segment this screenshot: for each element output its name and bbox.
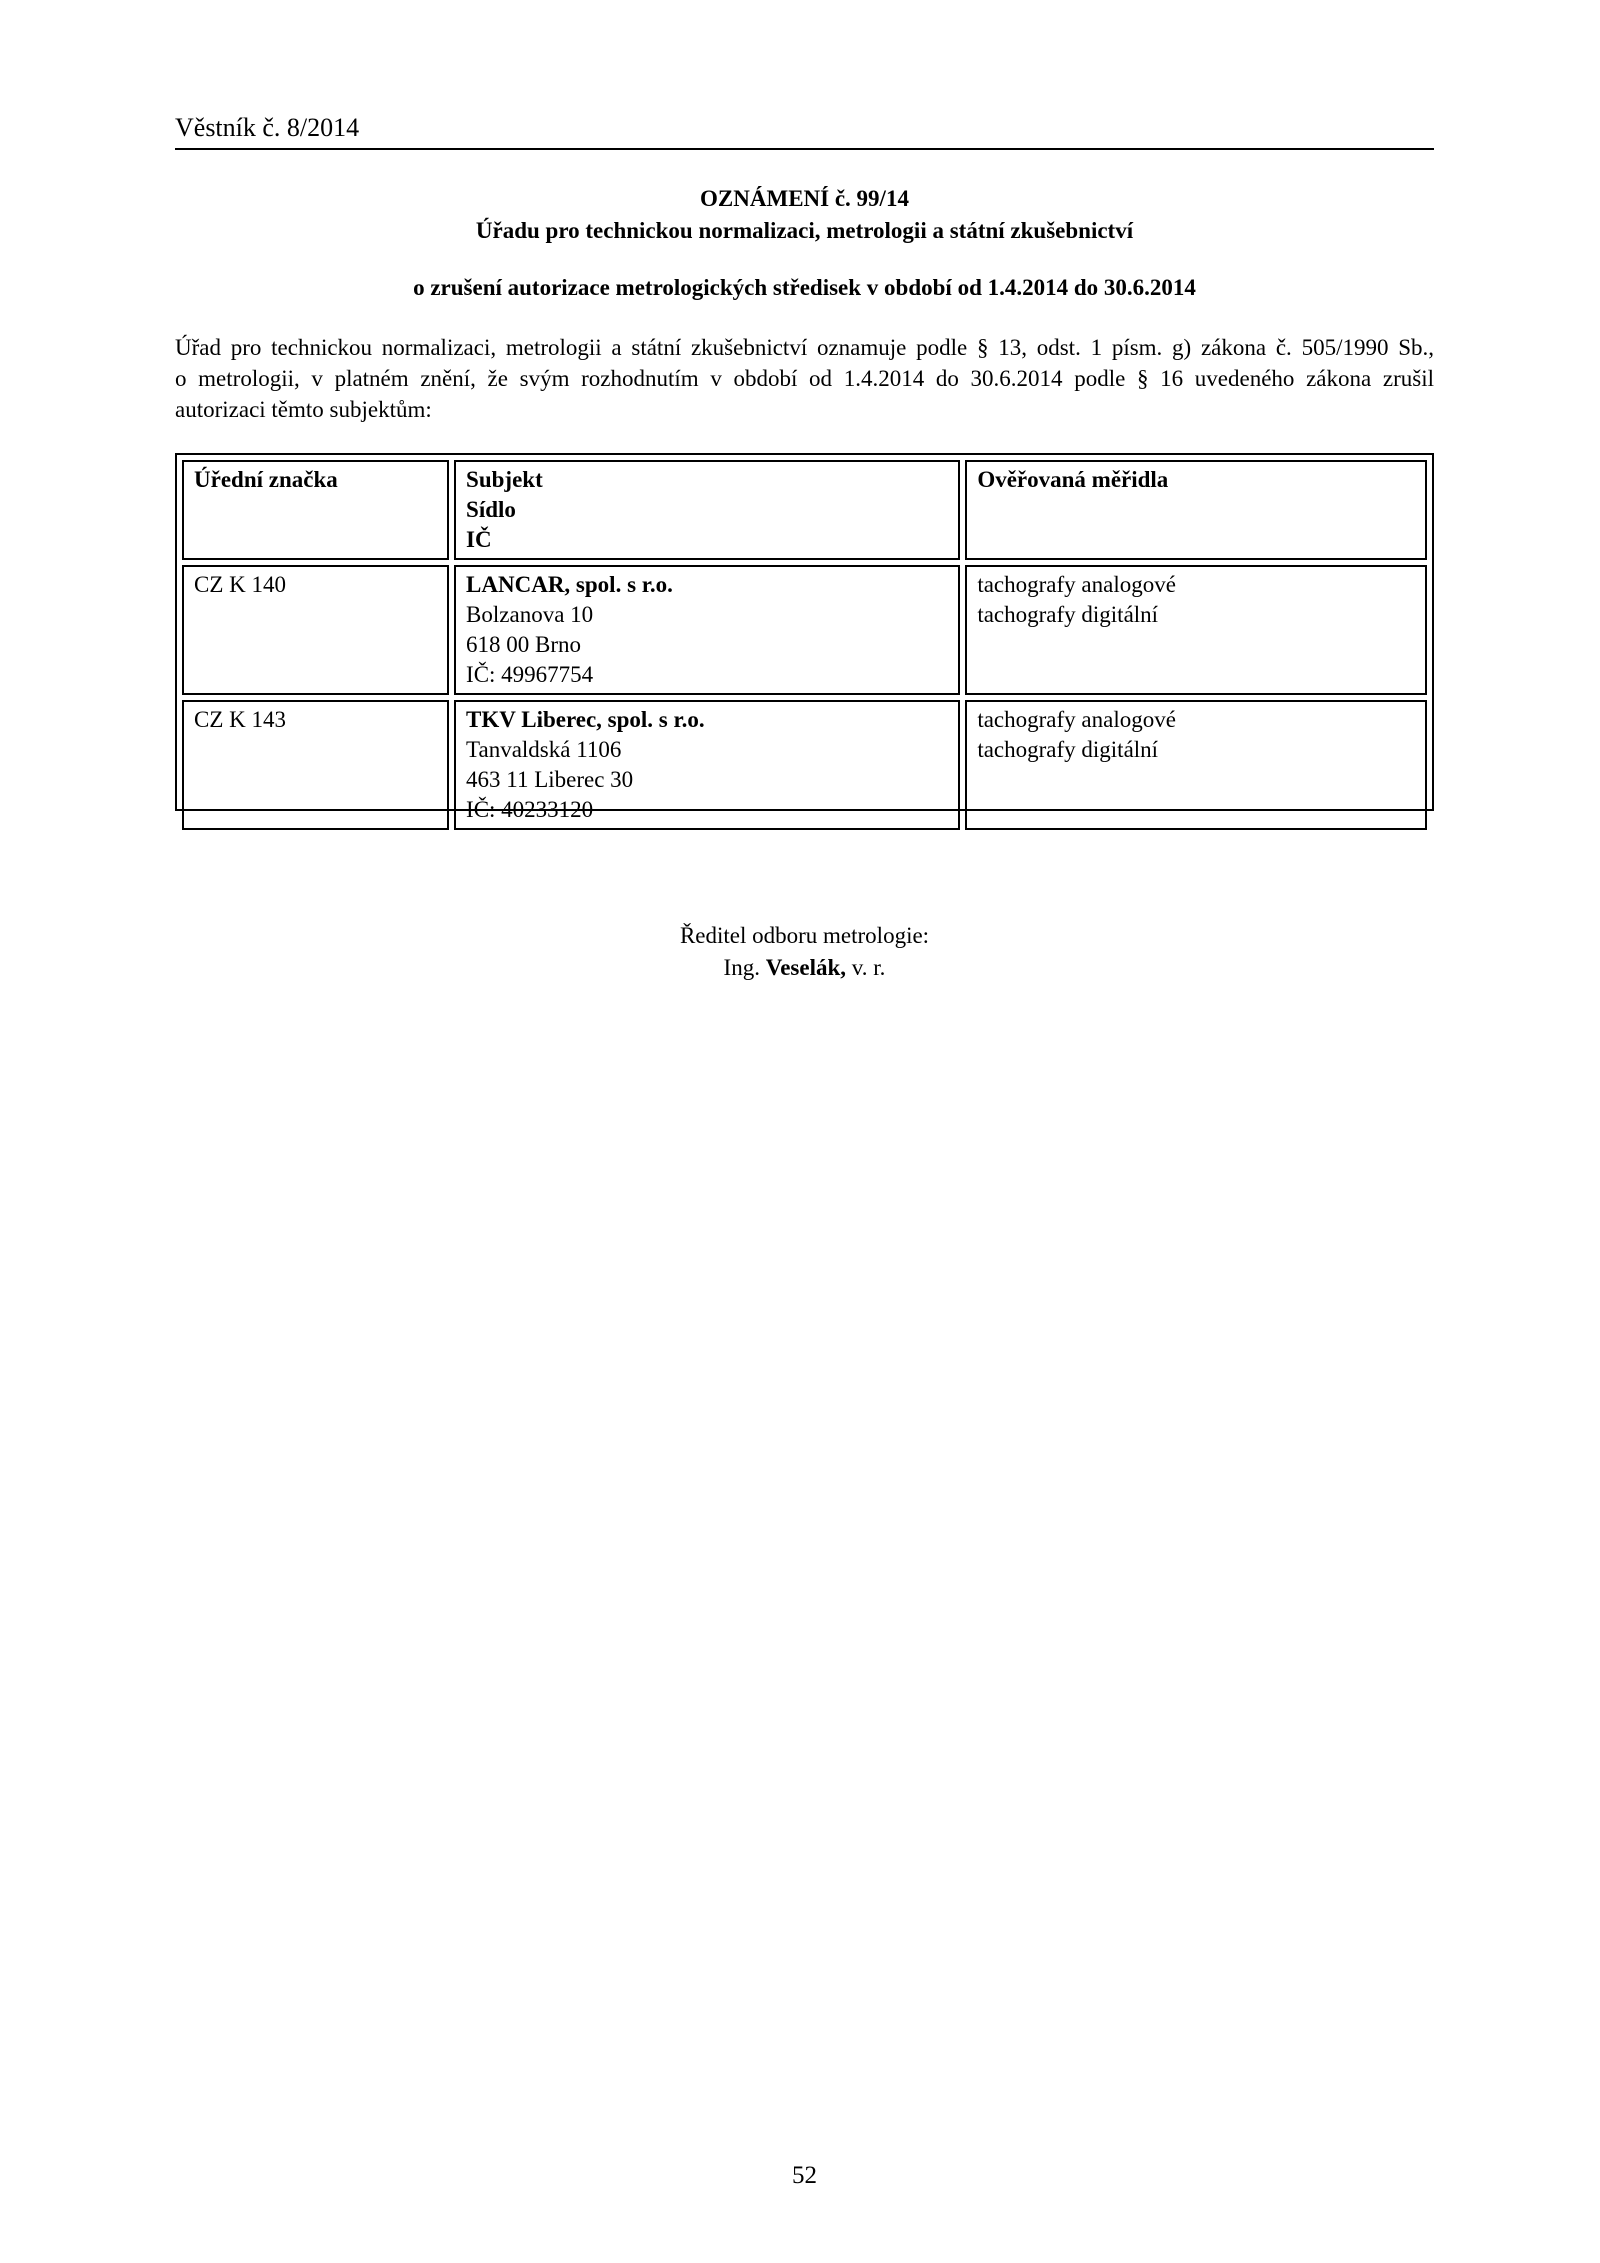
notice-title: OZNÁMENÍ č. 99/14 <box>700 186 909 211</box>
page-number: 52 <box>792 2162 817 2189</box>
company-city: 463 11 Liberec 30 <box>466 767 634 792</box>
cell-subject <box>454 700 960 830</box>
notice-subject: o zrušení autorizace metrologických středisek v období od 1.4.2014 do 30.6.2014 <box>413 275 1196 300</box>
authorization-table <box>175 453 1434 822</box>
intro-line: Úřad pro technickou normalizaci, metrologii a státní zkušebnictví oznamuje podle § 13, odst. 1 písm. g) zákona č. 505/1990 Sb., <box>175 335 1434 360</box>
company-name: TKV Liberec, spol. s r.o. <box>466 707 705 732</box>
header-subject-line: IČ <box>466 527 492 552</box>
company-street: Bolzanova 10 <box>466 602 594 627</box>
signature-prefix: Ing. <box>723 955 760 980</box>
intro-line: autorizaci těmto subjektům: <box>175 397 432 422</box>
company-ico: IČ: 49967754 <box>466 662 594 687</box>
header-subject-line: Sídlo <box>466 497 516 522</box>
signature-role: Ředitel odboru metrologie: <box>679 923 930 948</box>
cell-subject <box>454 565 960 695</box>
instrument-item: tachografy digitální <box>977 737 1159 762</box>
header-mark: Úřední značka <box>182 460 449 560</box>
header-subject-line: Subjekt <box>466 467 543 492</box>
header-subject <box>454 460 960 560</box>
company-street: Tanvaldská 1106 <box>466 737 622 762</box>
cell-mark: CZ K 140 <box>182 565 449 695</box>
table-header-row <box>182 460 1427 560</box>
company-ico: IČ: 40233120 <box>466 797 594 822</box>
journal-header: Věstník č. 8/2014 <box>175 112 1434 150</box>
notice-authority: Úřadu pro technickou normalizaci, metrologii a státní zkušebnictví <box>475 218 1134 243</box>
cell-mark: CZ K 143 <box>182 700 449 830</box>
company-name: LANCAR, spol. s r.o. <box>466 572 673 597</box>
table-row <box>182 700 1427 830</box>
table-row <box>182 565 1427 695</box>
signature-suffix: v. r. <box>851 955 886 980</box>
intro-paragraph <box>175 332 1434 425</box>
cell-instruments <box>965 565 1427 695</box>
header-instruments: Ověřovaná měřidla <box>965 460 1427 560</box>
instrument-item: tachografy digitální <box>977 602 1159 627</box>
instrument-item: tachografy analogové <box>977 707 1176 732</box>
signature-block <box>175 920 1434 984</box>
intro-line: o metrologii, v platném znění, že svým rozhodnutím v období od 1.4.2014 do 30.6.2014 podle § 16 uvedeného zákona zrušil <box>175 366 1434 391</box>
company-city: 618 00 Brno <box>466 632 582 657</box>
instrument-item: tachografy analogové <box>977 572 1176 597</box>
cell-instruments <box>965 700 1427 830</box>
signature-name: Veselák, <box>765 955 847 980</box>
signature-name-line <box>175 952 1434 984</box>
